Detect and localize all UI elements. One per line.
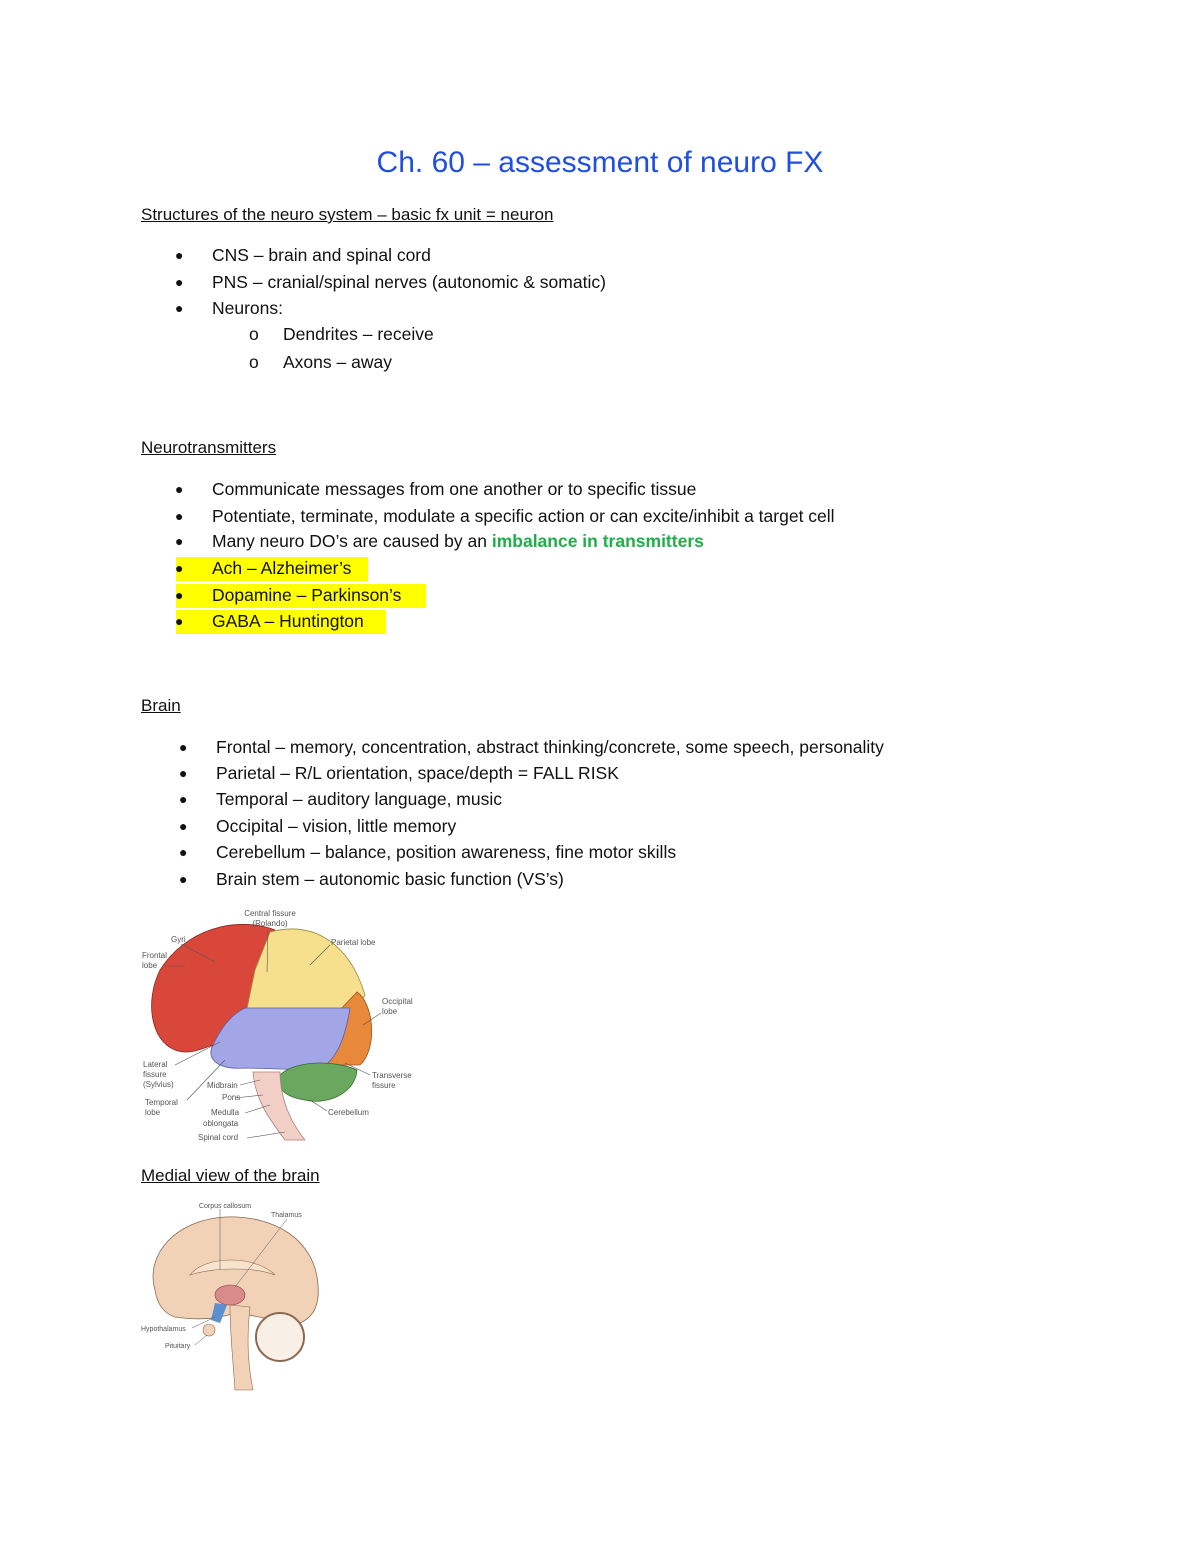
bullet-icon: ●: [175, 274, 184, 290]
bullet-icon: ●: [175, 587, 184, 603]
sub-bullet-icon: o: [249, 324, 259, 344]
bullet-icon: ●: [175, 613, 184, 629]
list-item: CNS – brain and spinal cord: [212, 245, 431, 265]
page-title: Ch. 60 – assessment of neuro FX: [376, 146, 824, 179]
list-item-text: Many neuro DO’s are caused by an: [212, 531, 492, 551]
bullet-icon: ●: [175, 300, 184, 316]
bullet-icon: ●: [179, 818, 188, 834]
heading-brain: Brain: [141, 696, 181, 715]
lateral-brain-figure: [135, 900, 435, 1145]
bullet-icon: ●: [175, 481, 184, 497]
label-pituitary: Pituitary: [165, 1343, 191, 1350]
list-item: Temporal – auditory language, music: [216, 789, 502, 809]
label-spinal-cord: Spinal cord: [198, 1133, 239, 1142]
cerebellum: [256, 1313, 304, 1361]
label-transverse-fissure: fissure: [372, 1081, 396, 1090]
heading-neurotransmitters: Neurotransmitters: [141, 438, 277, 457]
brain-stem: [230, 1305, 253, 1390]
label-medulla: Medulla: [211, 1108, 240, 1117]
bullet-icon: ●: [179, 844, 188, 860]
label-midbrain: Midbrain: [207, 1081, 238, 1090]
bullet-icon: ●: [179, 871, 188, 887]
label-corpus-callosum: Corpus callosum: [198, 1203, 252, 1210]
highlighted-item: GABA – Huntington: [212, 611, 364, 631]
label-pons: Pons: [222, 1093, 241, 1102]
sub-list-item: Dendrites – receive: [283, 324, 434, 344]
sub-bullet-icon: o: [249, 352, 259, 372]
label-transverse: Transverse: [372, 1071, 412, 1080]
bullet-icon: ●: [175, 247, 184, 263]
list-item: Occipital – vision, little memory: [216, 816, 457, 836]
label-parietal: Parietal lobe: [331, 938, 376, 947]
label-fissure: fissure: [143, 1070, 167, 1079]
highlighted-item: Ach – Alzheimer’s: [212, 558, 352, 578]
label-central-fissure: Central fissure: [244, 909, 296, 918]
sub-list-item: Axons – away: [283, 352, 392, 372]
list-item: Cerebellum – balance, position awareness, fine motor skills: [216, 842, 677, 862]
temporal-lobe: [211, 1008, 350, 1070]
list-item: Neurons:: [212, 298, 284, 318]
bullet-icon: ●: [179, 765, 188, 781]
label-frontal: Frontal: [142, 951, 167, 960]
label-cerebellum: Cerebellum: [328, 1108, 369, 1117]
emphasis-text: imbalance in transmitters: [491, 531, 704, 551]
highlighted-item: Dopamine – Parkinson’s: [212, 585, 402, 605]
bullet-icon: ●: [175, 533, 184, 549]
medial-brain-figure: [135, 1195, 335, 1395]
label-lateral: Lateral: [143, 1060, 168, 1069]
list-item: Frontal – memory, concentration, abstract thinking/concrete, some speech, personality: [216, 737, 884, 757]
label-temporal: Temporal: [145, 1098, 178, 1107]
label-sylvius: (Sylvius): [143, 1080, 174, 1089]
list-item: Potentiate, terminate, modulate a specific action or can excite/inhibit a target cell: [212, 506, 835, 526]
label-hypothalamus: Hypothalamus: [141, 1326, 186, 1333]
bullet-icon: ●: [175, 508, 184, 524]
list-item: Communicate messages from one another or to specific tissue: [212, 479, 697, 499]
list-item: Parietal – R/L orientation, space/depth = FALL RISK: [216, 763, 619, 783]
cerebellum: [279, 1063, 357, 1101]
bullet-icon: ●: [179, 739, 188, 755]
label-occipital: Occipital: [382, 997, 413, 1006]
heading-structures: Structures of the neuro system – basic fx unit = neuron: [141, 205, 554, 224]
label-temporal-lobe: lobe: [145, 1108, 161, 1117]
heading-medial-view: Medial view of the brain: [141, 1166, 320, 1185]
label-occipital-lobe: lobe: [382, 1007, 398, 1016]
pituitary: [203, 1324, 215, 1336]
label-gyri: Gyri: [171, 935, 186, 944]
label-thalamus: Thalamus: [271, 1212, 302, 1219]
label-oblongata: oblongata: [203, 1119, 239, 1128]
bullet-icon: ●: [175, 560, 184, 576]
label-frontal-lobe: lobe: [142, 961, 158, 970]
list-item: Brain stem – autonomic basic function (VS’s): [216, 869, 564, 889]
thalamus: [215, 1285, 245, 1305]
label-rolando: (Rolando): [252, 919, 288, 928]
list-item: [212, 531, 704, 552]
bullet-icon: ●: [179, 791, 188, 807]
list-item: PNS – cranial/spinal nerves (autonomic & somatic): [212, 272, 606, 292]
